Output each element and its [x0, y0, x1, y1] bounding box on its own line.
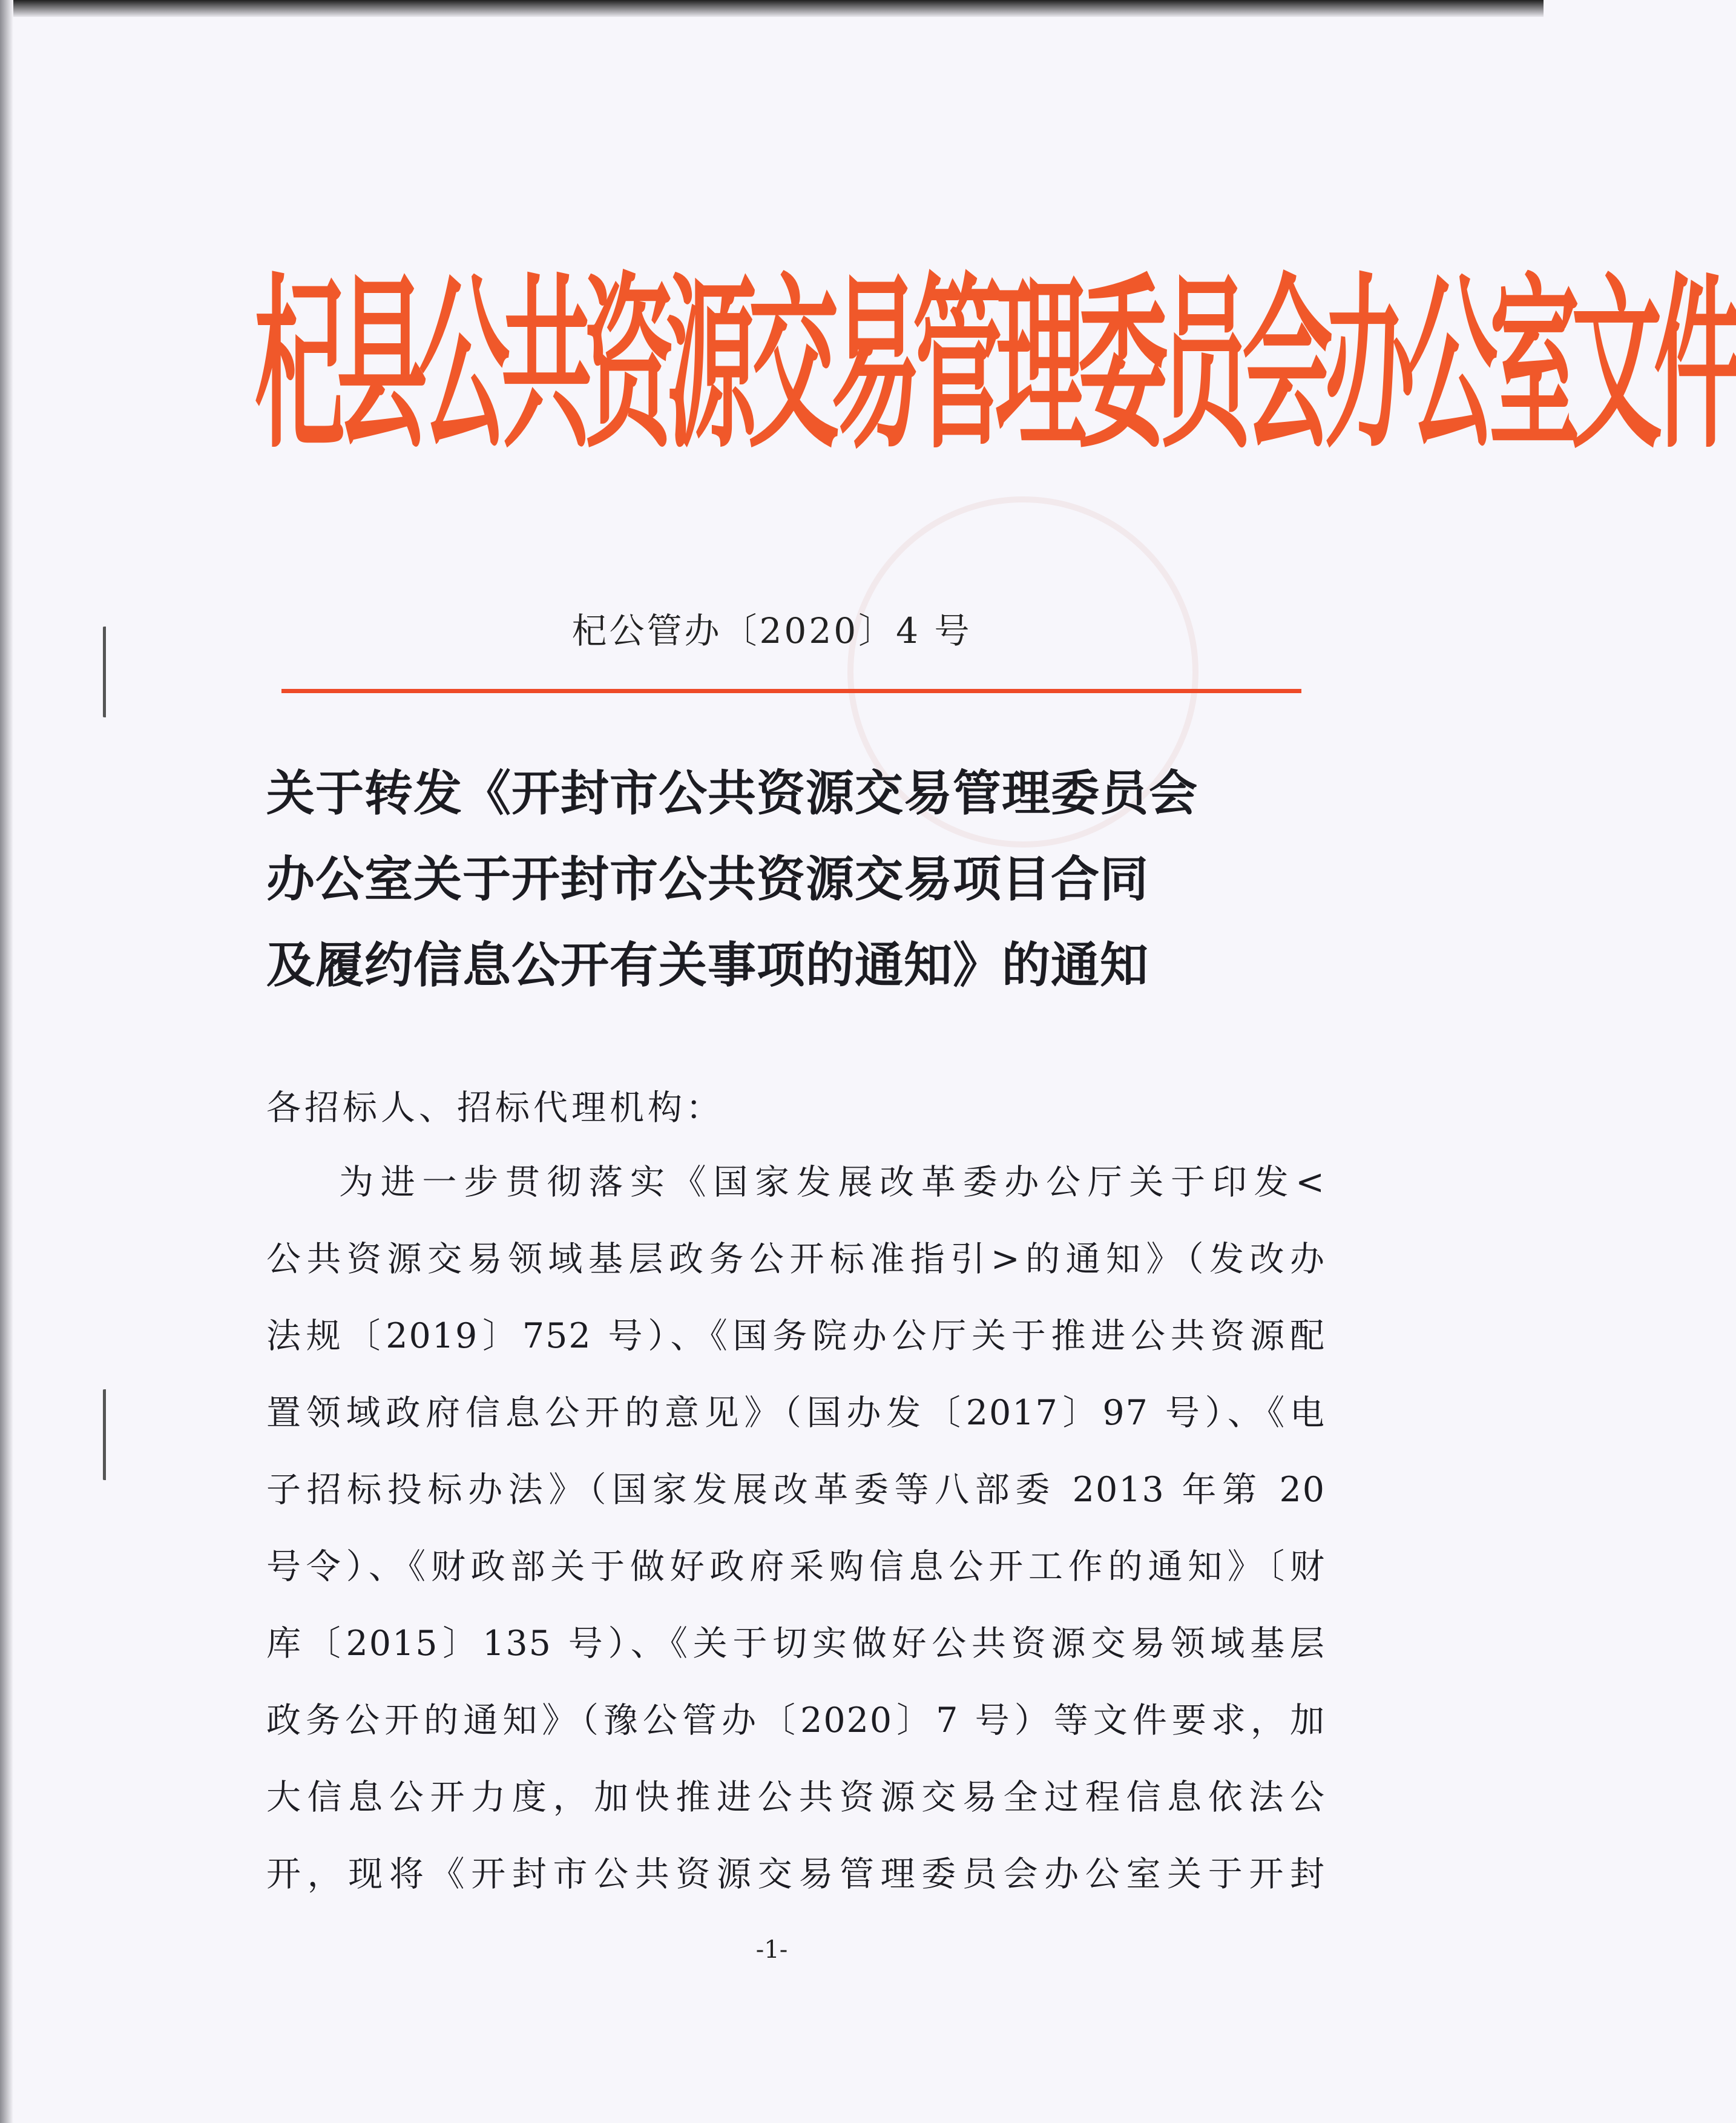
salutation: 各招标人、招标代理机构：	[266, 1088, 724, 1128]
body-line: 置领域政府信息公开的意见》（国办发〔2017〕97 号）、《电	[266, 1393, 1326, 1433]
body-line: 法规〔2019〕752 号）、《国务院办公厅关于推进公共资源配	[266, 1316, 1326, 1356]
body-paragraph	[266, 1144, 1326, 1913]
body-line: 开，现将《开封市公共资源交易管理委员会办公室关于开封	[266, 1854, 1326, 1894]
body-line: 号令）、《财政部关于做好政府采购信息公开工作的通知》〔财	[266, 1547, 1326, 1587]
body-line: 政务公开的通知》（豫公管办〔2020〕7 号）等文件要求，加	[266, 1700, 1326, 1740]
scan-edge-left	[0, 0, 13, 2123]
notice-title-line: 办公室关于开封市公共资源交易项目合同	[266, 851, 1149, 907]
body-line: 子招标投标办法》（国家发展改革委等八部委 2013 年第 20	[266, 1470, 1326, 1510]
notice-title-line: 及履约信息公开有关事项的通知》的通知	[266, 937, 1149, 993]
agency-header-title: 杞县公共资源交易管理委员会办公室文件	[254, 258, 1736, 475]
body-line: 大信息公开力度，加快推进公共资源交易全过程信息依法公	[266, 1777, 1326, 1817]
body-line: 为进一步贯彻落实《国家发展改革委办公厅关于印发<	[339, 1162, 1326, 1202]
page-number: -1-	[755, 1936, 788, 1964]
header-red-rule	[281, 689, 1301, 693]
body-line: 公共资源交易领域基层政务公开标准指引>的通知》（发改办	[266, 1239, 1326, 1279]
staple-mark-lower	[103, 1389, 114, 1480]
body-line: 库〔2015〕135 号）、《关于切实做好公共资源交易领域基层	[266, 1624, 1326, 1664]
notice-title	[266, 751, 1320, 1009]
document-number: 杞公管办〔2020〕4 号	[571, 610, 972, 651]
notice-title-line: 关于转发《开封市公共资源交易管理委员会	[266, 765, 1198, 821]
scan-edge-top	[0, 0, 1544, 17]
